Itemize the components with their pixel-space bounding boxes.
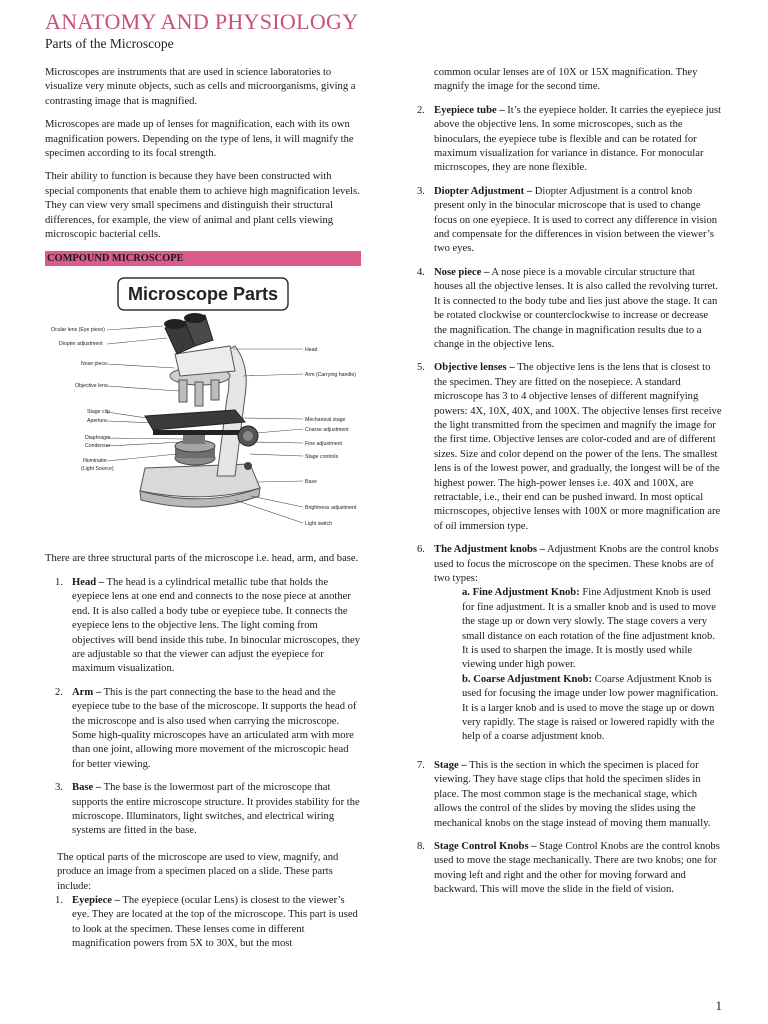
figure-label: Light switch	[305, 521, 333, 528]
figure-label: Arm (Carrying handle)	[305, 372, 357, 379]
item-term: Base –	[72, 782, 102, 794]
sub-item-term: b. Coarse Adjustment Knob:	[462, 673, 593, 685]
item-term: Eyepiece –	[72, 895, 120, 906]
figure-label: Head	[305, 347, 318, 354]
sub-item-coarse	[434, 673, 722, 745]
item-term: Stage Control Knobs –	[434, 840, 537, 852]
item-number: 2.	[55, 686, 63, 698]
item-text: The eyepiece (ocular Lens) is closest to the viewer’s eye. They are located at the top of the microscope. This part is used to look at the specimen. These lenses come in different magnification powers from 5X to 30X, but the most	[72, 895, 358, 950]
optical-list	[417, 104, 722, 898]
optical-intro: The optical parts of the microscope are used to view, magnify, and produce an image from a specimen placed on a slide. These parts include:	[57, 851, 339, 892]
optical-list-start	[45, 894, 361, 952]
structural-list	[45, 576, 361, 839]
figure-label: Mechanical stage	[305, 417, 346, 424]
item-text: This is the section in which the specimen is placed for viewing. They have stage clips that hold the specimen slides in place. The most common stage is the mechanical stage, which allows the control of the slides by moving the slides using the mechanical knobs on the stage instead of moving them manually.	[434, 759, 711, 829]
figure-label: Fine adjustment	[305, 441, 342, 448]
list-item	[55, 894, 361, 952]
item-text: Adjustment Knobs are the control knobs used to focus the microscope on the specimen. These knobs are of two types:	[434, 544, 719, 584]
item-term: Eyepiece tube –	[434, 104, 505, 116]
figure-label: (Light Source)	[81, 466, 114, 473]
right-column	[417, 66, 722, 907]
sub-item-text: Coarse Adjustment Knob is used for focusing the image under low power magnification. It is a larger knob and is used to move the stage up or down very rapidly. The stage is raised or lowered rapidly with the help of a coarse adjustment knob.	[462, 673, 719, 743]
item-term: Diopter Adjustment –	[434, 185, 533, 197]
item-text: The objective lens is the lens that is closest to the specimen. They are fitted on the nosepiece. A standard microscope has 3 to 4 objective lenses of different magnifying powers: 4X, 10X, 40X, and 100X. The objective lenses first receive the light transmitted from the specimen and magnify the image for the first time. Objective lenses are color-coded and are of different sizes. Size and color depend on the power of the lens. The smallest lens is of the lowest power, and gradually, the longest will be of the highest power. The high-power lenses i.e. 40X and 100X, are retractable, i.e., their end can be pushed inward. In most optical microscopes, objective lenses with 100X or more magnification are of oil immersion type.	[434, 362, 722, 532]
list-item	[55, 686, 361, 772]
list-item	[417, 759, 722, 831]
microscope-illustration	[45, 276, 361, 538]
item-term: Objective lenses –	[434, 362, 515, 374]
list-item	[417, 361, 722, 534]
continuation-text: common ocular lenses are of 10X or 15X magnification. They magnify the image for the second time.	[434, 67, 698, 93]
item-number: 1.	[55, 576, 63, 588]
item-term: Head –	[72, 576, 105, 588]
item-text: The base is the lowermost part of the microscope that supports the entire microscope structure. It provides stability for the microscope. Illuminators, light switches, and electrical wiring systems are fitted in the base.	[72, 782, 360, 837]
item-text: This is the part connecting the base to the head and the eyepiece tube to the base of the microscope. It supports the head of the microscope and is also used when carrying the microscope. Some high-quality microscopes have an articulated arm with more than one joint, allowing more movement of the microscopic head for better viewing.	[72, 686, 357, 770]
figure-label: Brightness adjustment	[305, 505, 357, 512]
item-text: The head is a cylindrical metallic tube that holds the eyepiece lens at one end and connects to the nose piece at another end. It is also called a body tube or eyepiece tube. It connects the eyepiece lens to the objective lens. The light coming from objectives will bend inside this tube. In binocular microscopes, they are adjustable so that the viewer can adjust the eyepiece for maximum visualization.	[72, 576, 361, 675]
list-item	[417, 840, 722, 898]
list-item	[417, 185, 722, 257]
document-subtitle: Parts of the Microscope	[45, 36, 174, 51]
item-number: 7.	[417, 759, 425, 771]
item-number: 5.	[417, 362, 425, 374]
list-item	[55, 781, 361, 839]
item-number: 3.	[55, 782, 63, 794]
figure-label: Ocular lens (Eye piece)	[51, 327, 105, 334]
item-term: The Adjustment knobs –	[434, 544, 545, 556]
document-title: ANATOMY AND PHYSIOLOGY	[45, 9, 359, 34]
microscope-drawing-icon	[140, 313, 260, 507]
structural-intro: There are three structural parts of the microscope i.e. head, arm, and base.	[45, 553, 359, 565]
item-text: A nose piece is a movable circular structure that houses all the objective lenses. It is also called the revolving turret. It is connected to the body tube and lies just above the stage. It can be rotated clockwise or counterclockwise to increase or decrease the magnification. The change in magnification results due to a change in the objective lens.	[434, 266, 718, 350]
figure-label: Diopter adjustment	[59, 341, 103, 348]
list-item	[55, 576, 361, 677]
figure-label: Stage clip	[87, 409, 110, 416]
figure-title: Microscope Parts	[127, 284, 279, 305]
item-number: 4.	[417, 266, 425, 278]
list-item	[417, 266, 722, 352]
figure-label: Diaphragm	[85, 435, 111, 442]
figure-label: Illuminator	[83, 458, 107, 465]
list-item	[417, 104, 722, 176]
figure-label: Aperture	[87, 418, 107, 425]
item-number: 2.	[417, 104, 425, 116]
item-number: 6.	[417, 544, 425, 556]
intro-paragraph: Microscopes are instruments that are used in science laboratories to visualize very minute objects, such as cells and microorganisms, giving a contrasting image that is magnified.	[45, 67, 356, 107]
left-column	[45, 66, 361, 961]
item-text: Diopter Adjustment is a control knob present only in the binocular microscope that is used to change focus on one eyepiece. It is used to correct any difference in vision and compensate for the differences in vision between the viewer’s two eyes.	[434, 185, 718, 255]
figure-label: Coarse adjustment	[305, 427, 349, 434]
intro-paragraph: Their ability to function is because they have been constructed with special components that enable them to achieve high magnification levels. They can view very small specimens and distinguish their structural differences, for example, the view of animal and plant cells viewing microscopic bacterial cells.	[45, 171, 360, 241]
item-term: Arm –	[72, 686, 102, 698]
list-item	[417, 543, 722, 745]
item-term: Nose piece –	[434, 266, 490, 278]
microscope-figure	[45, 276, 361, 538]
section-banner: COMPOUND MICROSCOPE	[45, 251, 361, 266]
intro-paragraph: Microscopes are made up of lenses for magnification, each with its own magnification powers. Depending on the type of lens, it will magnify the specimen according to its focal strength.	[45, 119, 354, 160]
item-term: Stage –	[434, 759, 467, 771]
figure-label: Objective lens	[75, 383, 108, 390]
item-text: It’s the eyepiece holder. It carries the eyepiece just above the objective lens. In some microscopes, such as the binoculars, the eyepiece tube is flexible and can be rotated for maximum visualization for variance in distance. For monocular microscopes, they are none flexible.	[434, 104, 722, 174]
item-number: 8.	[417, 840, 425, 852]
sub-item-text: Fine Adjustment Knob is used for fine adjustment. It is a smaller knob and is used to move the stage up or down very slowly. The stage covers a very small distance on each rotation of the fine adjustment knob. It is used to sharpen the image. It is mostly used while viewing under high power.	[462, 587, 716, 671]
figure-label: Condenser	[85, 443, 111, 450]
sub-item-fine	[434, 586, 722, 672]
item-text: Stage Control Knobs are the control knobs used to move the stage mechanically. There are two knobs; one for moving left and right and the other for moving forward and backward. This will move the slide in the field of vision.	[434, 840, 720, 896]
figure-label: Stage controls	[305, 454, 339, 461]
figure-label: Base	[305, 479, 317, 486]
figure-label: Nose piece	[81, 361, 107, 368]
item-number: 1.	[55, 895, 63, 906]
item-number: 3.	[417, 185, 425, 197]
sub-item-term: a. Fine Adjustment Knob:	[462, 587, 580, 599]
page-number: 1	[715, 998, 722, 1013]
